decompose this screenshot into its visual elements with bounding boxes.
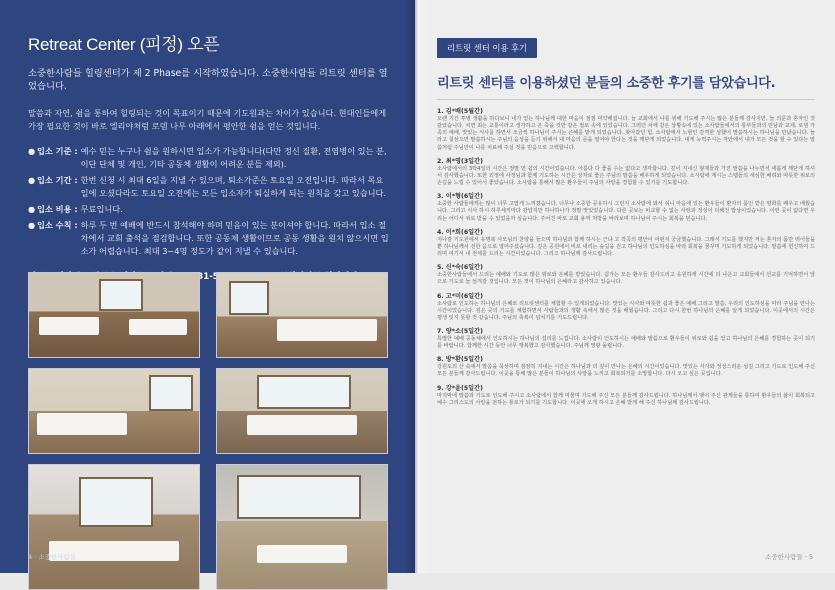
review-heading: 4. 이*희(6일간) — [437, 228, 483, 236]
review-body: 특별한 예배 공동체에서 인도하시는 하나님의 섭리를 느낍니다. 소사람이 인도하시는 예배와 말씀으로 환우들이 위로와 쉼을 얻고 하나님의 은혜를 경험하는 곳이 되기를 바랍니다. 함께한 시간 동안 너무 행복했고 감사했습니다. 주님께 영광 돌립니다. — [437, 335, 815, 350]
review-item — [437, 354, 815, 378]
page-number: 소중한사람들 · 5 — [764, 553, 813, 561]
rule-key: 입소 수칙 : — [37, 220, 78, 230]
review-heading: 3. 이*형(6일간) — [437, 193, 483, 201]
review-item — [437, 383, 815, 407]
review-item — [437, 291, 815, 322]
review-item — [437, 227, 815, 258]
review-item — [437, 156, 815, 187]
review-item — [437, 106, 815, 152]
rule-item — [28, 219, 391, 258]
review-heading: 1. 김*배(5월간) — [437, 108, 483, 115]
review-body: 소사람로 인도하는 하나님의 은혜로 리트릿센터를 체험할 수 있게되었습니다. 맛있는 식사와 따뜻한 쉼과 좋은 예배 그리고 말씀, 우리의 인도하심을 따라 주님을 만나는 시간이었습니다. 깊은 곳의 기도를 체험하면서 사람들과의 생활 속에서 많은 것을 배웠습니다. 그리고 다시 한번 하나님의 은혜를 알게 되었습니다. 이곳에서의 시간은 평생 잊지 못할 것 같습니다. 주님의 축복이 넘치기를 기도드립니다. — [437, 300, 815, 321]
section-tag: 리트릿 센터 이용 후기 — [437, 38, 537, 58]
room-photo-6 — [216, 464, 388, 590]
bullet-icon: ● — [28, 175, 36, 185]
rule-value: 한번 신청 시 최대 6일을 지낼 수 있으며, 퇴소가준은 토요일 오전입니다. 따라서 목요일에 오셨다라도 토요일 오전에는 모든 입소자가 퇴실하게 되는 원칙을 갖고 있습니다. — [80, 175, 387, 198]
page-number: 4 · 소중한사람들 — [28, 553, 77, 561]
left-page — [0, 0, 415, 573]
reviews-title: 리트릿 센터를 이용하셨던 분들의 소중한 후기를 담았습니다. — [437, 76, 776, 91]
rule-item — [28, 145, 391, 171]
review-item — [437, 262, 815, 286]
rule-key: 입소 기준 : — [37, 146, 78, 156]
review-list — [437, 106, 815, 407]
rule-item — [28, 203, 391, 216]
rule-key: 입소 기간 : — [37, 175, 78, 185]
review-heading: 2. 최*영(3일간) — [437, 157, 483, 165]
review-heading: 8. 방*환(5일간) — [437, 356, 483, 364]
room-photo-2 — [216, 272, 388, 358]
review-heading: 9. 강*윤(5일간) — [437, 384, 483, 392]
review-body: 강원도의 산 속에서 말씀을 묵상하며 잠잠히 지내는 시간은 하나님과 더 깊이 만나는 은혜의 시간이었습니다. 맛있는 식사와 정성스러운 섬김 그리고 기도로 인도해 주신 모든 분들께 감사드립니다. 이곳을 통해 많은 분들이 하나님의 사랑을 느끼고 회복되기를 소망합니다. 다시 오고 싶은 곳입니다. — [437, 364, 815, 378]
divider — [437, 99, 815, 100]
intro-text: 말씀과 자연, 쉼을 통하여 힐링되는 것이 목표이기 때문에 기도원과는 차이가 있습니다. 현대인들에게 가장 필요한 것이 바로 엘리야처럼 로뎀 나무 아래에서 평안한 쉼을 얻는 것입니다. — [28, 108, 387, 131]
rule-value: 예수 믿는 누구나 쉼을 원하시면 입소가 가능합니다(다만 정신 질환, 전염병이 있는 분, 이단 단체 및 개인, 기타 공동체 생활이 어려운 분들 제외). — [80, 146, 387, 169]
rule-key: 입소 비용 : — [37, 204, 78, 214]
room-photo-5 — [28, 464, 200, 590]
review-body: 지나갈 기도원에서 유명복 사모님의 찬양을 들으며 하나님과 함께 하시는 근냐 고 작곡의 평안이 어떤지 궁금했습니다. 그래서 기도를 했지만 저는 혼자의 몸만 뛰어들을 뿐 하나님께서 선한 음으로 열어주셨습니다. 깊은 공원에서 비로 내리는 숲길을 걷고 하나님의 인도하심을 따라 회복을 꿈꾸며 기도하게 되었습니다. 말씀에 헌신하여 드리며 여기서 내 전체를 드리는 시간이었습니다. 그리고 하나님께 감사드립니다. — [437, 236, 815, 258]
bullet-icon: ● — [28, 220, 36, 230]
review-body: 소사람에서의 3박4일의 시간은 정말 먼 쉼의 시간이었습니다. 아름다 다 좋을 수는 없다고 생각합니다. 깊이 지내신 형제들과 가진 말씀을 나누면서 새롭게 깨닫게 하셔서 감사했습니다. 또한 외정에 사정님과 함께 기도하는 시간은 상처로 좋은 주님의 말씀을 배우하게 되었습니다. 소사람에 계시는 스텝들의 세심한 배려와 따뜻한 위로의 손길을 느낄 수 있어서 좋았습니다. 소사람을 통해서 많은 환우들이 주님의 사랑을 경험할 수 있기를 기도합니다. — [437, 165, 815, 187]
bullet-icon: ● — [28, 204, 36, 214]
rule-value: 하루 두 번 예배에 반드시 참석해야 하며 믿음이 있는 분이셔야 합니다. 따라서 입소 절차에서 교회 출석을 점검합니다. 또한 공동체 생활이므로 공동 생활을 원치 않으시면 입소가 어렵습니다. 최대 3~4명 정도가 같이 지낼 수 있습니다. — [80, 220, 389, 256]
room-photo-3 — [28, 368, 200, 454]
review-item — [437, 326, 815, 350]
page-title: Retreat Center (피정) 오픈 — [28, 35, 220, 54]
review-heading: 5. 신*숙(6일간) — [437, 264, 483, 272]
review-heading: 6. 고*미(6일간) — [437, 292, 483, 300]
rule-item — [28, 174, 391, 200]
photo-grid — [28, 272, 392, 590]
review-body: 마지막에 말씀과 기도로 인도해 주시고 소사람에서 함께 머물며 기도해 주신 모든 분들께 감사드립니다. 하나님께서 맺어 주신 관계들을 통하여 환우들의 삶이 회복되고 예수 그리스도의 사랑을 전하는 통로가 되기를 기도합니다. 이곳에 오게 하시고 은혜 받게 해 주신 하나님께 감사드립니다. — [437, 392, 815, 406]
review-heading: 7. 양*소(5일간) — [437, 327, 483, 335]
right-page — [415, 0, 835, 573]
page-subtitle: 소중한사람들 힐링센터가 제 2 Phase를 시작하였습니다. 소중한사람들 리트릿 센터를 열었습니다. — [28, 68, 388, 92]
review-body: 소중한사람들에서 드리는 예배와 기도로 많은 위로와 은혜를 받았습니다. 쉼가는 모든 환우들 감사드리고 응원하게 시간에 더 나은고 교회들에서 선교를 기억하면서 앞으로 기도로 늘 섬겨갈 것입니다. 모든 것이 하나님의 은혜라고 감사하고 있습니다. — [437, 272, 815, 286]
room-photo-4 — [216, 368, 388, 454]
admission-rules — [28, 145, 391, 258]
review-body: 오랜 기간 투병 생활을 하다보니 내가 얻는 하나님께 대한 마음이 점점 미약해집니다. 늘 교회에서 나를 위해 기도해 주시는 많은 분들께 감사지만, 늘 의문과 혼자인 것 같았습니다. 치면 최는 교통이라고 생각하고 온 죽을 것만 같은 절로 속에 있었습니다. 그러던 차에 같은 상황속에 있는 소사람들에서의 통부들과의 만남과 교제, 로뎀 가족의 예배, 맛있는 식사를 하면서 조금씩 하나님이 주시는 은혜를 받게 되었습니다. 찾아갔던 힘, 소사람에서 노현인 감격한 성했어 말씀하시는 하나님을 만났습니다. 놀라고 칠삼으면 말씀하시는 주님의 음성을 듣기 위해서 내 마음의 문을 열어야 한다는 것을 깨닫게 되었습니다. 내게 능력주시는 자안에서 내가 모든 것을 할 수 있다는 말씀처럼 주님만이 나를 치료해 주실 것을 믿음으로 고백합니다. — [437, 116, 815, 151]
bullet-icon: ● — [28, 146, 36, 156]
review-item — [437, 191, 815, 222]
rule-value: 무료입니다. — [80, 204, 123, 214]
review-body: 소중한 사람들에게는 많이 너무 고맙게 느껴졌습니다. 너무나 소중한 공유하시 그런지 소사람에 와서 쉬니 마음에 있는 환우들이 환자의 몸인 받은 평화를 배우고 배웠습니다. 그리고 식사 하시 하루세끼마다 감압지만 하나하나가 정말 맛있었습니다. 다른 곳보는 비교할 수 없는 사랑과 정성이 더해진 밥상이었습니다. 이런 곳이 없다면 우리는 어디서 위로 받을 수 있었을까 싶습니다. 주어진 바로 교회 용역 처방을 바라보며 하나님이 주시는 회복을 믿습니다. — [437, 201, 815, 222]
room-photo-1 — [28, 272, 200, 358]
